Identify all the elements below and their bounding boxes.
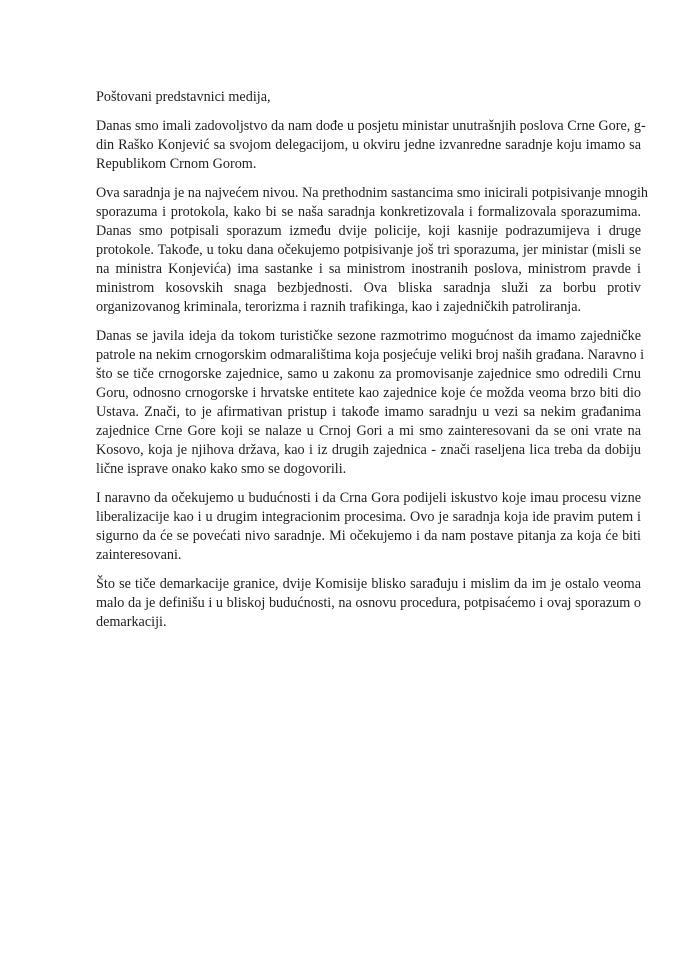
text-line: demarkaciji.	[96, 614, 167, 630]
text-line: I naravno da očekujemo u budućnosti i da Crna Gora podijeli iskustvo koje imau procesu vizne	[96, 490, 641, 506]
paragraph	[96, 184, 648, 317]
paragraph	[96, 575, 641, 632]
text-line: Što se tiče demarkacije granice, dvije Komisije blisko sarađuju i mislim da im je ostalo veoma	[96, 576, 641, 592]
text-line: lične isprave onako kako smo se dogovorili.	[96, 461, 347, 477]
text-line: Danas se javila ideja da tokom turističke sezone razmotrimo mogućnost da imamo zajedničke	[96, 328, 641, 344]
text-line: Ova saradnja je na najvećem nivou. Na prethodnim sastancima smo inicirali potpisivanje mnogih	[96, 185, 648, 201]
text-line: Kosovo, koja je njihova država, kao i iz drugih zajednica - znači raseljena lica treba da dobiju	[96, 442, 641, 458]
text-line: organizovanog kriminala, terorizma i raznih trafikinga, kao i zajedničkih patroliranja.	[96, 299, 582, 315]
paragraph	[96, 88, 641, 107]
text-line: liberalizacije kao i u drugim integracionim procesima. Ovo je saradnja koja ide pravim putem i	[96, 509, 641, 525]
text-line: Poštovani predstavnici medija,	[96, 89, 271, 105]
text-line: Ustava. Znači, to je afirmativan pristup i takođe imamo saradnju u vezi sa nekim građanima	[96, 404, 641, 420]
text-line: protokole. Takođe, u toku dana očekujemo potpisivanje još tri sporazuma, jer ministar (misli se	[96, 242, 641, 258]
text-line: patrole na nekim crnogorskim odmaralištima koja posjećuje veliki broj naših građana. Naravno i	[96, 347, 645, 363]
text-line: Danas smo potpisali sporazum između dvije policije, koji kasnije podrazumijeva i druge	[96, 223, 641, 239]
paragraph	[96, 117, 646, 174]
paragraph	[96, 489, 641, 565]
text-line: sigurno da će se povećati nivo saradnje. Mi očekujemo i da nam postave pitanja za koja će biti	[96, 528, 641, 544]
text-line: ministrom kosovskih snaga bezbjednosti. Ova bliska saradnja služi za borbu protiv	[96, 280, 641, 296]
paragraph	[96, 327, 645, 479]
text-line: Goru, odnosno crnogorske i hrvatske entitete kao zajednice koje će možda veoma brzo biti dio	[96, 385, 641, 401]
text-line: malo da je definišu i u bliskoj budućnosti, na osnovu procedura, potpisaćemo i ovaj sporazum o	[96, 595, 641, 611]
text-line: zainteresovani.	[96, 547, 182, 563]
text-line: Republikom Crnom Gorom.	[96, 156, 257, 172]
text-line: zajednice Crne Gore koji se nalaze u Crnoj Gori a mi smo zainteresovani da se oni vrate na	[96, 423, 641, 439]
text-line: Danas smo imali zadovoljstvo da nam dođe u posjetu ministar unutrašnjih poslova Crne Gore, g-	[96, 118, 646, 134]
text-line: na ministra Konjevića) ima sastanke i sa ministrom inostranih poslova, ministrom pravde i	[96, 261, 641, 277]
text-line: što se tiče crnogorske zajednice, samo u zakonu za promovisanje zajednice smo odredili Crnu	[96, 366, 641, 382]
document-page	[96, 88, 648, 642]
text-line: din Raško Konjević sa svojom delegacijom, u okviru jedne izvanredne saradnje koju imamo sa	[96, 137, 641, 153]
text-line: sporazuma i protokola, kako bi se naša saradnja konkretizovala i formalizovala sporazumima.	[96, 204, 641, 220]
